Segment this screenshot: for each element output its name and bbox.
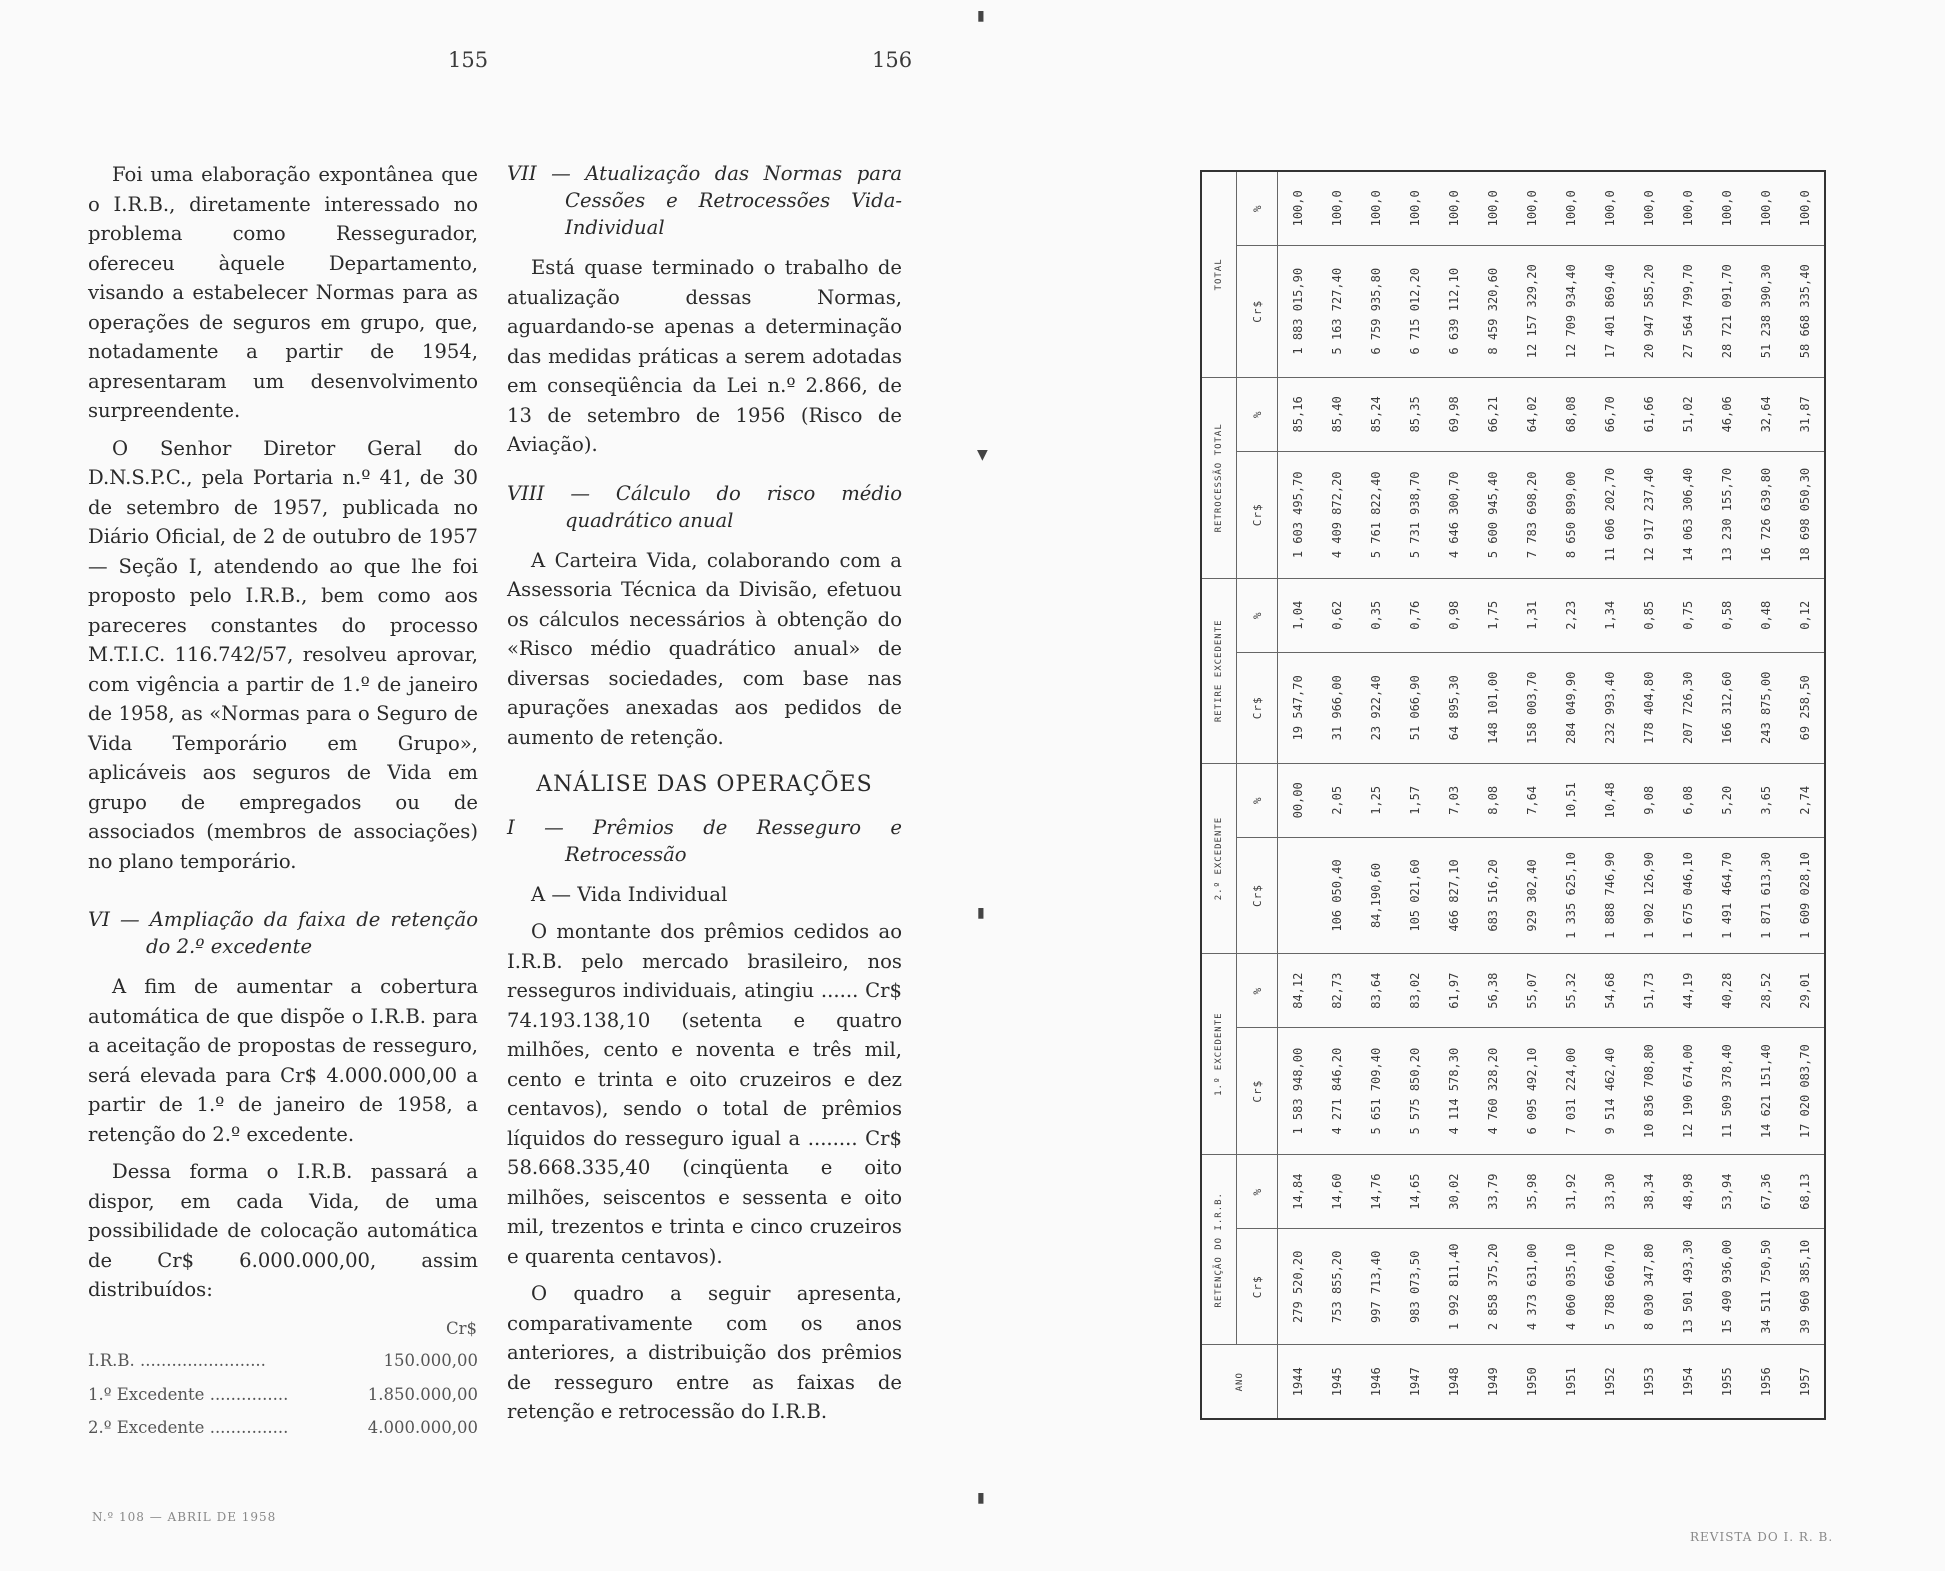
- left-footer: N.º 108 — ABRIL DE 1958: [92, 1510, 277, 1524]
- table-cell-e1-crs: 9 514 462,40: [1590, 1028, 1629, 1155]
- table-cell-e2-pct: 7,03: [1434, 763, 1473, 837]
- table-cell-e1-crs: 7 031 224,00: [1551, 1028, 1590, 1155]
- distribution-header: Cr$: [445, 1318, 477, 1338]
- distribution-value: 150.000,00: [383, 1351, 478, 1370]
- table-cell-e2-crs: 1 675 046,10: [1668, 837, 1707, 953]
- section-vi-paragraph-1: A fim de aumentar a cobertura automática de que dispõe o I.R.B. para a aceitação de propostas de resseguro, será elevada para Cr$ 4.000.000,00 a partir de 1.º de janeiro de 1958, a retenção do 2.º excedente.: [88, 975, 478, 1146]
- table-cell-rt-crs: 16 726 639,80: [1746, 451, 1785, 578]
- table-cell-ex-pct: 1,34: [1590, 578, 1629, 652]
- table-cell-ret-crs: 1 992 811,40: [1434, 1229, 1473, 1345]
- subheader-crs: Cr$: [1237, 451, 1278, 578]
- table-cell-ex-crs: 148 101,00: [1473, 652, 1512, 763]
- table-cell-ret-pct: 14,84: [1278, 1155, 1318, 1229]
- table-cell-e2-pct: 5,20: [1707, 763, 1746, 837]
- table-cell-ex-crs: 207 726,30: [1668, 652, 1707, 763]
- table-row: [1707, 171, 1746, 1419]
- distribution-value: 1.850.000,00: [367, 1384, 478, 1404]
- page-number-right: 156: [872, 48, 913, 72]
- table-cell-ex-crs: 69 258,50: [1785, 652, 1825, 763]
- header-ano: ANO: [1201, 1345, 1278, 1419]
- table-cell-tot-crs: 6 639 112,10: [1434, 245, 1473, 377]
- distribution-label: I.R.B. ........................: [88, 1351, 266, 1370]
- table-cell-ano: 1950: [1512, 1345, 1551, 1419]
- table-cell-ex-crs: 64 895,30: [1434, 652, 1473, 763]
- table-cell-e2-pct: 6,08: [1668, 763, 1707, 837]
- table-cell-rt-crs: 4 409 872,20: [1317, 451, 1356, 578]
- table-cell-tot-pct: 100,0: [1785, 171, 1825, 245]
- table-cell-tot-crs: 6 715 012,20: [1395, 245, 1434, 377]
- table-row: [1629, 171, 1668, 1419]
- table-cell-e2-crs: 929 302,40: [1512, 837, 1551, 953]
- table-cell-ret-crs: 39 960 385,10: [1785, 1229, 1825, 1345]
- table-cell-tot-pct: 100,0: [1746, 171, 1785, 245]
- table-row: [1668, 171, 1707, 1419]
- table-row: [1551, 171, 1590, 1419]
- table-cell-ex-crs: 31 966,00: [1317, 652, 1356, 763]
- table-cell-rt-crs: 14 063 306,40: [1668, 451, 1707, 578]
- table-cell-tot-crs: 17 401 869,40: [1590, 245, 1629, 377]
- analysis-title: ANÁLISE DAS OPERAÇÕES: [536, 772, 873, 797]
- table-cell-tot-pct: 100,0: [1512, 171, 1551, 245]
- table-cell-ret-pct: 30,02: [1434, 1155, 1473, 1229]
- table-cell-e1-crs: 4 271 846,20: [1317, 1028, 1356, 1155]
- table-cell-e2-crs: 1 609 028,10: [1785, 837, 1825, 953]
- analysis-paragraph-2: O quadro a seguir apresenta, comparativamente com os anos anteriores, a distribuição dos prêmios de resseguro entre as faixas de retenção e retrocessão do I.R.B.: [507, 1282, 902, 1423]
- table-cell-e1-crs: 6 095 492,10: [1512, 1028, 1551, 1155]
- right-column: [507, 160, 902, 1435]
- table-cell-tot-pct: 100,0: [1356, 171, 1395, 245]
- table-cell-e2-crs: 1 871 613,30: [1746, 837, 1785, 953]
- subheader-pct: %: [1237, 377, 1278, 451]
- table-cell-ret-pct: 48,98: [1668, 1155, 1707, 1229]
- header-retrocessao-total: RETROCESSÃO TOTAL: [1201, 377, 1237, 578]
- table-row: [1395, 171, 1434, 1419]
- table-cell-ret-pct: 67,36: [1746, 1155, 1785, 1229]
- table-cell-ret-crs: 279 520,20: [1278, 1229, 1318, 1345]
- table-cell-e1-pct: 40,28: [1707, 954, 1746, 1028]
- table-cell-rt-crs: 8 650 899,00: [1551, 451, 1590, 578]
- subheader-pct: %: [1237, 763, 1278, 837]
- table-cell-ret-crs: 5 788 660,70: [1590, 1229, 1629, 1345]
- table-cell-e1-pct: 55,32: [1551, 954, 1590, 1028]
- binding-mark: ▮: [977, 1490, 985, 1506]
- table-cell-tot-crs: 5 163 727,40: [1317, 245, 1356, 377]
- subheader-pct: %: [1237, 171, 1278, 245]
- table-cell-ex-pct: 0,58: [1707, 578, 1746, 652]
- table-cell-e2-pct: 00,00: [1278, 763, 1318, 837]
- table-cell-rt-pct: 51,02: [1668, 377, 1707, 451]
- table-cell-e2-crs: 1 335 625,10: [1551, 837, 1590, 953]
- table-cell-ano: 1955: [1707, 1345, 1746, 1419]
- table-cell-ret-pct: 68,13: [1785, 1155, 1825, 1229]
- header-excedente-2: 2.º EXCEDENTE: [1201, 763, 1237, 953]
- table-cell-e2-crs: 1 491 464,70: [1707, 837, 1746, 953]
- header-total: TOTAL: [1201, 171, 1237, 377]
- table-cell-tot-crs: 58 668 335,40: [1785, 245, 1825, 377]
- table-cell-ret-pct: 31,92: [1551, 1155, 1590, 1229]
- table-cell-ex-pct: 0,85: [1629, 578, 1668, 652]
- table-cell-rt-pct: 85,40: [1317, 377, 1356, 451]
- table-cell-ex-pct: 0,48: [1746, 578, 1785, 652]
- table-cell-e2-crs: 84,190,60: [1356, 837, 1395, 953]
- table-cell-ex-pct: 0,35: [1356, 578, 1395, 652]
- table-cell-e2-pct: 2,05: [1317, 763, 1356, 837]
- table-cell-tot-pct: 100,0: [1629, 171, 1668, 245]
- table-cell-ano: 1949: [1473, 1345, 1512, 1419]
- table-cell-tot-pct: 100,0: [1395, 171, 1434, 245]
- subheader-crs: Cr$: [1237, 245, 1278, 377]
- table-cell-ret-crs: 4 373 631,00: [1512, 1229, 1551, 1345]
- table-cell-tot-crs: 8 459 320,60: [1473, 245, 1512, 377]
- table-cell-e1-pct: 83,64: [1356, 954, 1395, 1028]
- table-cell-rt-crs: 7 783 698,20: [1512, 451, 1551, 578]
- distribution-row: [88, 1411, 478, 1445]
- table-cell-rt-pct: 68,08: [1551, 377, 1590, 451]
- table-cell-ex-pct: 0,12: [1785, 578, 1825, 652]
- table-cell-rt-pct: 85,24: [1356, 377, 1395, 451]
- table-cell-e2-crs: 1 888 746,90: [1590, 837, 1629, 953]
- table-cell-ret-crs: 34 511 750,50: [1746, 1229, 1785, 1345]
- table-cell-ret-pct: 14,60: [1317, 1155, 1356, 1229]
- table-cell-ret-pct: 33,30: [1590, 1155, 1629, 1229]
- subheader-crs: Cr$: [1237, 837, 1278, 953]
- table-cell-e1-pct: 54,68: [1590, 954, 1629, 1028]
- header-excedente-1: 1.º EXCEDENTE: [1201, 954, 1237, 1155]
- table-cell-tot-pct: 100,0: [1590, 171, 1629, 245]
- table-cell-ex-crs: 166 312,60: [1707, 652, 1746, 763]
- table-cell-tot-crs: 20 947 585,20: [1629, 245, 1668, 377]
- table-cell-ex-crs: 51 066,90: [1395, 652, 1434, 763]
- table-cell-e2-crs: 1 902 126,90: [1629, 837, 1668, 953]
- table-cell-e1-crs: 4 760 328,20: [1473, 1028, 1512, 1155]
- table-cell-e2-crs: 683 516,20: [1473, 837, 1512, 953]
- table-cell-tot-pct: 100,0: [1473, 171, 1512, 245]
- table-cell-e1-pct: 56,38: [1473, 954, 1512, 1028]
- table-cell-e2-crs: 466 827,10: [1434, 837, 1473, 953]
- table-cell-e2-pct: 1,25: [1356, 763, 1395, 837]
- table-cell-ex-pct: 2,23: [1551, 578, 1590, 652]
- table-cell-e1-pct: 83,02: [1395, 954, 1434, 1028]
- table-cell-rt-crs: 5 731 938,70: [1395, 451, 1434, 578]
- table-cell-e1-crs: 12 190 674,00: [1668, 1028, 1707, 1155]
- section-i-heading: I — Prêmios de Resseguro e Retrocessão: [507, 815, 902, 866]
- table-cell-tot-crs: 12 157 329,20: [1512, 245, 1551, 377]
- table-cell-rt-pct: 85,16: [1278, 377, 1318, 451]
- table-cell-ex-pct: 1,04: [1278, 578, 1318, 652]
- table-row: [1356, 171, 1395, 1419]
- subheader-crs: Cr$: [1237, 1229, 1278, 1345]
- table-cell-ano: 1953: [1629, 1345, 1668, 1419]
- table-cell-tot-crs: 28 721 091,70: [1707, 245, 1746, 377]
- table-cell-e2-pct: 2,74: [1785, 763, 1825, 837]
- table-cell-ex-crs: 158 003,70: [1512, 652, 1551, 763]
- page-number-left: 155: [448, 48, 489, 72]
- table-cell-rt-pct: 85,35: [1395, 377, 1434, 451]
- binding-mark: ▼: [977, 447, 988, 463]
- table-cell-e2-crs: 105 021,60: [1395, 837, 1434, 953]
- table-cell-tot-crs: 12 709 934,40: [1551, 245, 1590, 377]
- table-cell-ex-pct: 0,75: [1668, 578, 1707, 652]
- table-cell-tot-pct: 100,0: [1317, 171, 1356, 245]
- table-cell-rt-crs: 5 761 822,40: [1356, 451, 1395, 578]
- table-cell-e2-pct: 7,64: [1512, 763, 1551, 837]
- table-cell-e2-crs: 106 050,40: [1317, 837, 1356, 953]
- table-row: [1785, 171, 1825, 1419]
- table-row: [1512, 171, 1551, 1419]
- table-cell-e2-pct: 10,51: [1551, 763, 1590, 837]
- table-cell-e1-pct: 44,19: [1668, 954, 1707, 1028]
- table-cell-ret-crs: 13 501 493,30: [1668, 1229, 1707, 1345]
- table-cell-e1-pct: 29,01: [1785, 954, 1825, 1028]
- binding-mark: ▮: [977, 8, 985, 24]
- section-vii-text: Está quase terminado o trabalho de atualização dessas Normas, aguardando-se apenas a determinação das medidas práticas a serem adotadas em conseqüência da Lei n.º 2.866, de 13 de setembro de 1956 (Risco de Aviação).: [507, 256, 902, 456]
- subheader-pct: %: [1237, 578, 1278, 652]
- table-cell-rt-crs: 13 230 155,70: [1707, 451, 1746, 578]
- left-column: [88, 160, 478, 1445]
- section-vii-heading: VII — Atualização das Normas para Cessões e Retrocessões Vida-Individual: [507, 162, 902, 239]
- table-row: [1746, 171, 1785, 1419]
- table-row: [1317, 171, 1356, 1419]
- table-cell-e1-pct: 61,97: [1434, 954, 1473, 1028]
- table-row: [1278, 171, 1318, 1419]
- distribution-row: [88, 1378, 478, 1412]
- table-cell-rt-pct: 66,21: [1473, 377, 1512, 451]
- distribution-row: [88, 1344, 478, 1378]
- table-cell-tot-crs: 6 759 935,80: [1356, 245, 1395, 377]
- table-body: [1278, 171, 1826, 1419]
- subheader-pct: %: [1237, 1155, 1278, 1229]
- analysis-paragraph-1: O montante dos prêmios cedidos ao I.R.B. pelo mercado brasileiro, nos resseguros individuais, atingiu ...... Cr$ 74.193.138,10 (setenta e quatro milhões, cento e noventa e três mil, cento e trinta e oito cruzeiros e dez centavos), sendo o total de prêmios líquidos do resseguro igual a ........ Cr$ 58.668.335,40 (cinqüenta e oito milhões, seiscentos e sessenta e oito mil, trezentos e trinta e cinco cruzeiros e quarenta centavos).: [507, 920, 902, 1268]
- table-cell-ex-crs: 232 993,40: [1590, 652, 1629, 763]
- table-cell-e1-crs: 11 509 378,40: [1707, 1028, 1746, 1155]
- table-cell-tot-pct: 100,0: [1551, 171, 1590, 245]
- subheader-pct: %: [1237, 954, 1278, 1028]
- table-cell-ex-crs: 284 049,90: [1551, 652, 1590, 763]
- distribution-value: 4.000.000,00: [367, 1418, 478, 1437]
- table-cell-ano: 1947: [1395, 1345, 1434, 1419]
- section-vi-paragraph-2: Dessa forma o I.R.B. passará a dispor, em cada Vida, de uma possibilidade de colocação automática de Cr$ 6.000.000,00, assim distribuídos:: [88, 1160, 478, 1301]
- table-cell-tot-crs: 1 883 015,90: [1278, 245, 1318, 377]
- table-cell-ex-pct: 1,31: [1512, 578, 1551, 652]
- table-cell-ano: 1954: [1668, 1345, 1707, 1419]
- table-cell-ret-crs: 997 713,40: [1356, 1229, 1395, 1345]
- right-footer: REVISTA DO I. R. B.: [1690, 1530, 1834, 1544]
- table-cell-e1-pct: 51,73: [1629, 954, 1668, 1028]
- table-cell-rt-pct: 31,87: [1785, 377, 1825, 451]
- table-cell-tot-crs: 27 564 799,70: [1668, 245, 1707, 377]
- premium-distribution-table: [1200, 170, 1826, 1420]
- table-cell-e1-crs: 10 836 708,80: [1629, 1028, 1668, 1155]
- table-cell-e2-pct: 3,65: [1746, 763, 1785, 837]
- distribution-label: 1.º Excedente ...............: [88, 1384, 289, 1404]
- table-cell-e1-pct: 82,73: [1317, 954, 1356, 1028]
- table-cell-ex-crs: 243 875,00: [1746, 652, 1785, 763]
- table-cell-ret-pct: 35,98: [1512, 1155, 1551, 1229]
- paragraph-1: Foi uma elaboração expontânea que o I.R.B., diretamente interessado no problema como Ressegurador, ofereceu àquele Departamento, visando a estabelecer Normas para as operações de seguros em grupo, que, notadamente a partir de 1954, apresentaram um desenvolvimento surpreendente.: [88, 163, 478, 422]
- table-cell-rt-pct: 64,02: [1512, 377, 1551, 451]
- table-row: [1590, 171, 1629, 1419]
- table-row: [1434, 171, 1473, 1419]
- table-cell-e2-pct: 8,08: [1473, 763, 1512, 837]
- distribution-table: [88, 1313, 478, 1445]
- table-cell-tot-crs: 51 238 390,30: [1746, 245, 1785, 377]
- table-cell-rt-pct: 32,64: [1746, 377, 1785, 451]
- table-cell-e2-pct: 9,08: [1629, 763, 1668, 837]
- table-container: [1200, 170, 1812, 1420]
- table-cell-rt-crs: 5 600 945,40: [1473, 451, 1512, 578]
- subheader-crs: Cr$: [1237, 652, 1278, 763]
- table-cell-e2-pct: 10,48: [1590, 763, 1629, 837]
- table-cell-e1-crs: 5 651 709,40: [1356, 1028, 1395, 1155]
- table-cell-ret-crs: 4 060 035,10: [1551, 1229, 1590, 1345]
- paragraph-2: O Senhor Diretor Geral do D.N.S.P.C., pela Portaria n.º 41, de 30 de setembro de 1957, publicada no Diário Oficial, de 2 de outubro de 1957 — Seção I, atendendo ao que lhe foi proposto pelo I.R.B., bem como aos pareceres constantes do processo M.T.I.C. 116.742/57, resolveu aprovar, com vigência a partir de 1.º de janeiro de 1958, as «Normas para o Seguro de Vida Temporário em Grupo», aplicáveis aos seguros de Vida em grupo de empregados ou de associados (membros de associações) no plano temporário.: [88, 436, 478, 873]
- table-cell-ex-crs: 23 922,40: [1356, 652, 1395, 763]
- table-cell-rt-crs: 18 698 050,30: [1785, 451, 1825, 578]
- table-cell-ret-pct: 33,79: [1473, 1155, 1512, 1229]
- table-cell-ret-crs: 983 073,50: [1395, 1229, 1434, 1345]
- table-cell-rt-pct: 66,70: [1590, 377, 1629, 451]
- table-cell-ret-crs: 8 030 347,80: [1629, 1229, 1668, 1345]
- table-cell-ex-crs: 19 547,70: [1278, 652, 1318, 763]
- subsection-a: A — Vida Individual: [531, 882, 728, 906]
- distribution-label: 2.º Excedente ...............: [88, 1418, 289, 1437]
- table-cell-e1-pct: 55,07: [1512, 954, 1551, 1028]
- table-cell-ex-pct: 0,62: [1317, 578, 1356, 652]
- section-viii-heading: VIII — Cálculo do risco médio quadrático anual: [507, 481, 902, 532]
- table-cell-e2-pct: 1,57: [1395, 763, 1434, 837]
- table-cell-rt-pct: 61,66: [1629, 377, 1668, 451]
- section-viii-text: A Carteira Vida, colaborando com a Assessoria Técnica da Divisão, efetuou os cálculos necessários à obtenção do «Risco médio quadrático anual» de diversas sociedades, com base nas apurações anexadas aos pedidos de aumento de retenção.: [507, 548, 902, 749]
- table-cell-ano: 1957: [1785, 1345, 1825, 1419]
- table-cell-ex-pct: 0,98: [1434, 578, 1473, 652]
- subheader-crs: Cr$: [1237, 1028, 1278, 1155]
- table-cell-ret-crs: 2 858 375,20: [1473, 1229, 1512, 1345]
- table-cell-tot-pct: 100,0: [1668, 171, 1707, 245]
- table-cell-ano: 1946: [1356, 1345, 1395, 1419]
- table-cell-ano: 1948: [1434, 1345, 1473, 1419]
- table-cell-ret-pct: 14,65: [1395, 1155, 1434, 1229]
- table-cell-e1-crs: 5 575 850,20: [1395, 1028, 1434, 1155]
- binding-mark: ▮: [977, 905, 985, 921]
- table-cell-ret-pct: 53,94: [1707, 1155, 1746, 1229]
- table-cell-rt-pct: 46,06: [1707, 377, 1746, 451]
- table-cell-e1-crs: 14 621 151,40: [1746, 1028, 1785, 1155]
- table-cell-ret-pct: 14,76: [1356, 1155, 1395, 1229]
- table-cell-tot-pct: 100,0: [1707, 171, 1746, 245]
- table-cell-ret-crs: 15 490 936,00: [1707, 1229, 1746, 1345]
- table-cell-ano: 1956: [1746, 1345, 1785, 1419]
- table-cell-e2-crs: [1278, 837, 1318, 953]
- header-retencao: RETENÇÃO DO I.R.B.: [1201, 1155, 1237, 1345]
- section-vi-heading: VI — Ampliação da faixa de retenção do 2.º excedente: [88, 908, 478, 958]
- table-cell-ano: 1951: [1551, 1345, 1590, 1419]
- table-cell-rt-crs: 11 606 202,70: [1590, 451, 1629, 578]
- header-retire-excedente: RETIRE EXCEDENTE: [1201, 578, 1237, 763]
- table-cell-e1-pct: 28,52: [1746, 954, 1785, 1028]
- table-cell-ano: 1952: [1590, 1345, 1629, 1419]
- table-cell-e1-crs: 4 114 578,30: [1434, 1028, 1473, 1155]
- table-cell-ex-pct: 1,75: [1473, 578, 1512, 652]
- table-cell-rt-crs: 12 917 237,40: [1629, 451, 1668, 578]
- table-cell-ano: 1944: [1278, 1345, 1318, 1419]
- table-cell-rt-crs: 4 646 300,70: [1434, 451, 1473, 578]
- table-cell-tot-pct: 100,0: [1434, 171, 1473, 245]
- table-cell-ex-crs: 178 404,80: [1629, 652, 1668, 763]
- table-cell-rt-pct: 69,98: [1434, 377, 1473, 451]
- table-cell-ret-crs: 753 855,20: [1317, 1229, 1356, 1345]
- table-cell-ret-pct: 38,34: [1629, 1155, 1668, 1229]
- table-cell-e1-crs: 1 583 948,00: [1278, 1028, 1318, 1155]
- table-cell-e1-pct: 84,12: [1278, 954, 1318, 1028]
- table-cell-ano: 1945: [1317, 1345, 1356, 1419]
- table-cell-ex-pct: 0,76: [1395, 578, 1434, 652]
- table-cell-tot-pct: 100,0: [1278, 171, 1318, 245]
- table-cell-e1-crs: 17 020 083,70: [1785, 1028, 1825, 1155]
- table-row: [1473, 171, 1512, 1419]
- table-cell-rt-crs: 1 603 495,70: [1278, 451, 1318, 578]
